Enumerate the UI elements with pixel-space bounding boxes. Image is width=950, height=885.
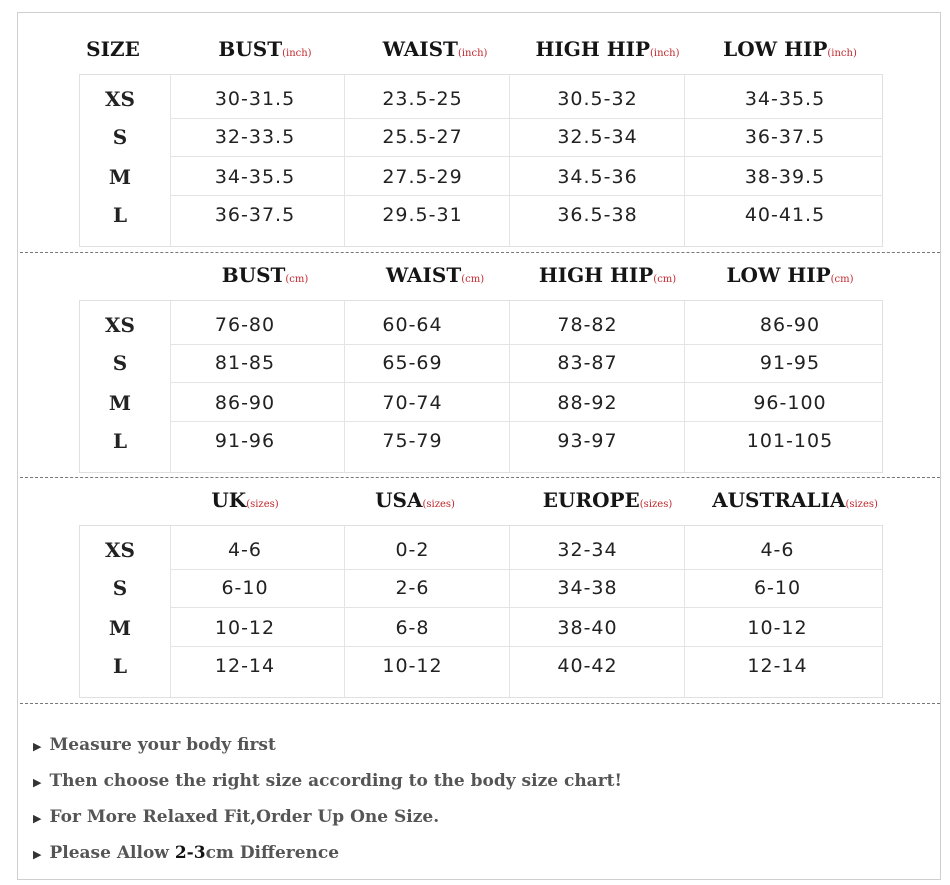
header-unit: (sizes) [845,499,878,510]
value-cell: 83-87 [557,352,618,374]
value-cell: 86-90 [214,392,276,414]
table-row [80,531,882,569]
value-cell: 38-39.5 [744,166,826,188]
note-text: For More Relaxed Fit,Order Up One Size. [49,807,440,827]
header-label: LOW HIP [726,263,831,287]
size-cell: S [112,351,128,375]
table-row [80,344,882,382]
value-cell: 34-35.5 [214,166,296,188]
value-cell: 6-8 [395,617,430,639]
value-cell: 10-12 [747,617,808,639]
table-row [80,158,882,196]
inch-table-grid [79,74,883,247]
header-low-hip [705,29,875,69]
table-row [80,647,882,685]
header-unit: (inch) [457,48,488,59]
value-cell: 40-42 [557,655,618,677]
header-label: EUROPE [542,488,640,512]
header-label: BUST [221,263,286,287]
value-cell: 93-97 [557,430,618,452]
value-cell: 40-41.5 [744,204,826,226]
value-cell: 6-10 [221,577,269,599]
value-cell: 34-38 [557,577,618,599]
value-cell: 91-95 [759,352,821,374]
size-notes [33,727,913,871]
value-cell: 30.5-32 [557,88,638,110]
header-unit: (cm) [653,274,677,285]
value-cell: 91-96 [214,430,276,452]
value-cell: 96-100 [753,392,827,414]
header-label: USA [375,488,423,512]
value-cell: 10-12 [382,655,443,677]
header-waist [350,255,520,295]
header-bust [180,255,350,295]
grid-divider [170,382,882,383]
value-cell: 32-34 [557,539,618,561]
header-label: SIZE [86,37,140,61]
header-high-hip [520,29,695,69]
header-label: WAIST [382,37,458,61]
value-cell: 10-12 [214,617,276,639]
value-cell: 81-85 [214,352,276,374]
note-item [33,763,913,799]
value-cell: 86-90 [759,314,821,336]
value-cell: 88-92 [557,392,618,414]
header-label: UK [211,488,247,512]
header-label: BUST [218,37,283,61]
value-cell: 4-6 [227,539,263,561]
size-cell: XS [105,313,135,337]
triangle-right-icon: ▶ [33,848,42,861]
header-label: AUSTRALIA [712,488,846,512]
dashed-divider [20,477,940,478]
header-size [78,29,148,69]
header-label: HIGH HIP [535,37,650,61]
size-cell: M [108,165,132,189]
header-waist [350,29,520,69]
value-cell: 38-40 [557,617,618,639]
triangle-right-icon: ▶ [33,812,42,825]
value-cell: 32.5-34 [557,126,638,148]
sizes-table-grid [79,525,883,698]
header-label: HIGH HIP [538,263,654,287]
value-cell: 36.5-38 [557,204,638,226]
note-highlight: 2-3 [174,843,206,863]
header-unit: (inch) [282,48,312,59]
size-cell: XS [105,538,135,562]
value-cell: 6-10 [753,577,802,599]
table-row [80,422,882,460]
header-unit: (inch) [827,48,857,59]
value-cell: 12-14 [214,655,276,677]
table-row [80,306,882,344]
header-unit: (cm) [461,274,485,285]
header-unit: (sizes) [639,499,673,510]
value-cell: 60-64 [382,314,443,336]
value-cell: 27.5-29 [382,166,463,188]
note-text: Measure your body first [49,735,276,755]
value-cell: 34.5-36 [557,166,638,188]
size-cell: M [108,391,132,415]
triangle-right-icon: ▶ [33,776,42,789]
value-cell: 23.5-25 [382,88,463,110]
note-text: Then choose the right size according to the body size chart! [49,771,622,791]
header-unit: (cm) [830,274,854,285]
header-australia [700,480,890,520]
header-high-hip [520,255,695,295]
value-cell: 65-69 [382,352,443,374]
size-cell: L [112,429,128,453]
value-cell: 2-6 [395,577,430,599]
size-cell: L [112,203,128,227]
value-cell: 101-105 [746,430,834,452]
size-cell: XS [105,87,135,111]
value-cell: 25.5-27 [382,126,463,148]
dashed-divider [20,252,940,253]
note-item [33,727,913,763]
note-item [33,835,913,871]
value-cell: 32-33.5 [214,126,296,148]
cm-table-grid [79,300,883,473]
table-row [80,569,882,607]
note-text: Please Allow [49,843,175,863]
header-label: LOW HIP [723,37,828,61]
triangle-right-icon: ▶ [33,740,42,753]
value-cell: 70-74 [382,392,443,414]
table-row [80,609,882,647]
table-row [80,384,882,422]
grid-divider [170,607,882,608]
grid-divider [170,156,882,157]
value-cell: 29.5-31 [382,204,463,226]
header-bust [180,29,350,69]
value-cell: 36-37.5 [744,126,826,148]
value-cell: 12-14 [747,655,808,677]
header-unit: (sizes) [422,499,455,510]
value-cell: 0-2 [395,539,430,561]
header-usa [340,480,490,520]
value-cell: 4-6 [760,539,795,561]
header-low-hip [705,255,875,295]
note-item [33,799,913,835]
sizes-table-header [0,480,950,520]
size-cell: S [112,125,128,149]
size-cell: M [108,616,132,640]
dashed-divider [20,703,940,704]
cm-table-header [0,255,950,295]
value-cell: 75-79 [382,430,443,452]
table-row [80,118,882,156]
size-cell: L [112,654,128,678]
header-unit: (sizes) [246,499,279,510]
size-cell: S [112,576,128,600]
value-cell: 36-37.5 [214,204,296,226]
value-cell: 30-31.5 [214,88,296,110]
header-label: WAIST [385,263,462,287]
table-row [80,80,882,118]
value-cell: 34-35.5 [744,88,826,110]
header-unit: (cm) [285,274,309,285]
note-text: cm Difference [205,843,340,863]
value-cell: 78-82 [557,314,618,336]
inch-table-header [0,29,950,69]
header-uk [170,480,320,520]
value-cell: 76-80 [214,314,276,336]
table-row [80,196,882,234]
header-unit: (inch) [650,48,680,59]
header-europe [520,480,695,520]
